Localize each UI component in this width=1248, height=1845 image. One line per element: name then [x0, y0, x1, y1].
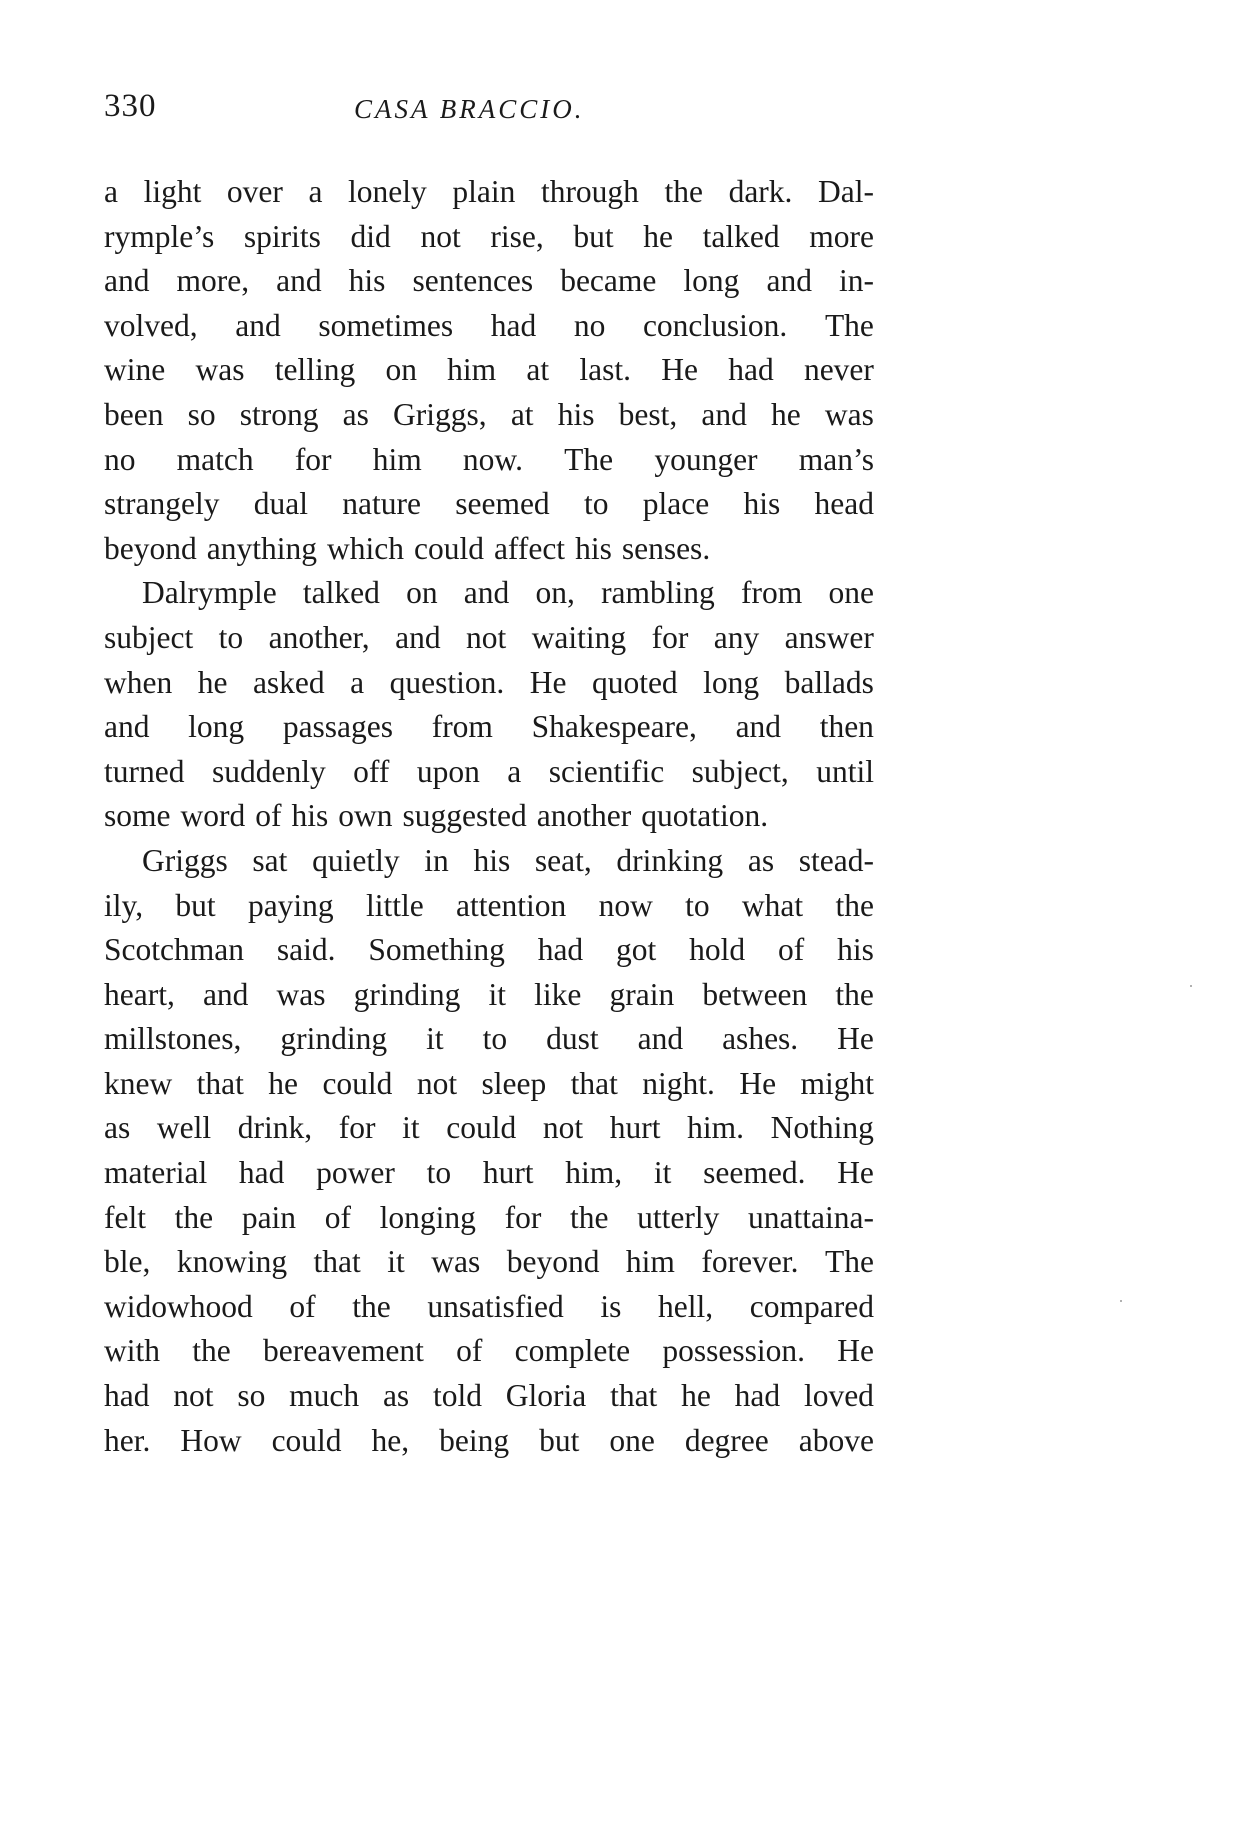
text-line: her. How could he, being but one degree above — [104, 1422, 874, 1458]
text-line: turned suddenly off upon a scientific subject, until — [104, 753, 874, 789]
running-head — [104, 88, 884, 138]
paper-speck — [1120, 1300, 1122, 1302]
text-line: when he asked a question. He quoted long ballads — [104, 664, 874, 700]
text-line: heart, and was grinding it like grain between the — [104, 976, 874, 1012]
text-line: no match for him now. The younger man’s — [104, 441, 874, 477]
text-line: Griggs sat quietly in his seat, drinking as stead- — [142, 842, 874, 878]
text-line: material had power to hurt him, it seemed. He — [104, 1155, 874, 1191]
text-line: ble, knowing that it was beyond him forever. The — [104, 1244, 874, 1280]
text-line: wine was telling on him at last. He had never — [104, 352, 874, 388]
text-line: ily, but paying little attention now to what the — [104, 887, 874, 923]
text-line: widowhood of the unsatisfied is hell, compared — [104, 1288, 874, 1324]
body-text — [104, 170, 874, 1463]
paragraph — [104, 571, 874, 839]
page-number: 330 — [104, 88, 157, 124]
text-line: felt the pain of longing for the utterly unattaina- — [104, 1199, 874, 1235]
text-line: rymple’s spirits did not rise, but he talked more — [104, 218, 874, 254]
text-line: volved, and sometimes had no conclusion. The — [104, 307, 874, 343]
text-line: had not so much as told Gloria that he had loved — [104, 1378, 874, 1414]
text-line: as well drink, for it could not hurt him. Nothing — [104, 1110, 874, 1146]
text-line: some word of his own suggested another quotation. — [104, 798, 769, 834]
running-title: CASA BRACCIO. — [354, 94, 585, 124]
text-line: strangely dual nature seemed to place his head — [104, 486, 874, 522]
text-line: beyond anything which could affect his senses. — [104, 530, 711, 566]
text-line: with the bereavement of complete possession. He — [104, 1333, 874, 1369]
text-line: Scotchman said. Something had got hold of his — [104, 932, 874, 968]
text-line: knew that he could not sleep that night. He might — [104, 1065, 874, 1101]
text-line: subject to another, and not waiting for any answer — [104, 619, 874, 655]
paragraph — [104, 839, 874, 1463]
text-line: a light over a lonely plain through the dark. Dal- — [104, 174, 874, 209]
text-line: millstones, grinding it to dust and ashes. He — [104, 1021, 874, 1057]
text-line: been so strong as Griggs, at his best, and he was — [104, 396, 874, 432]
text-line: and long passages from Shakespeare, and then — [104, 709, 874, 745]
text-line: and more, and his sentences became long and in- — [104, 263, 874, 299]
paper-speck — [1190, 985, 1192, 987]
text-line: Dalrymple talked on and on, rambling from one — [142, 575, 874, 611]
paragraph — [104, 170, 874, 571]
